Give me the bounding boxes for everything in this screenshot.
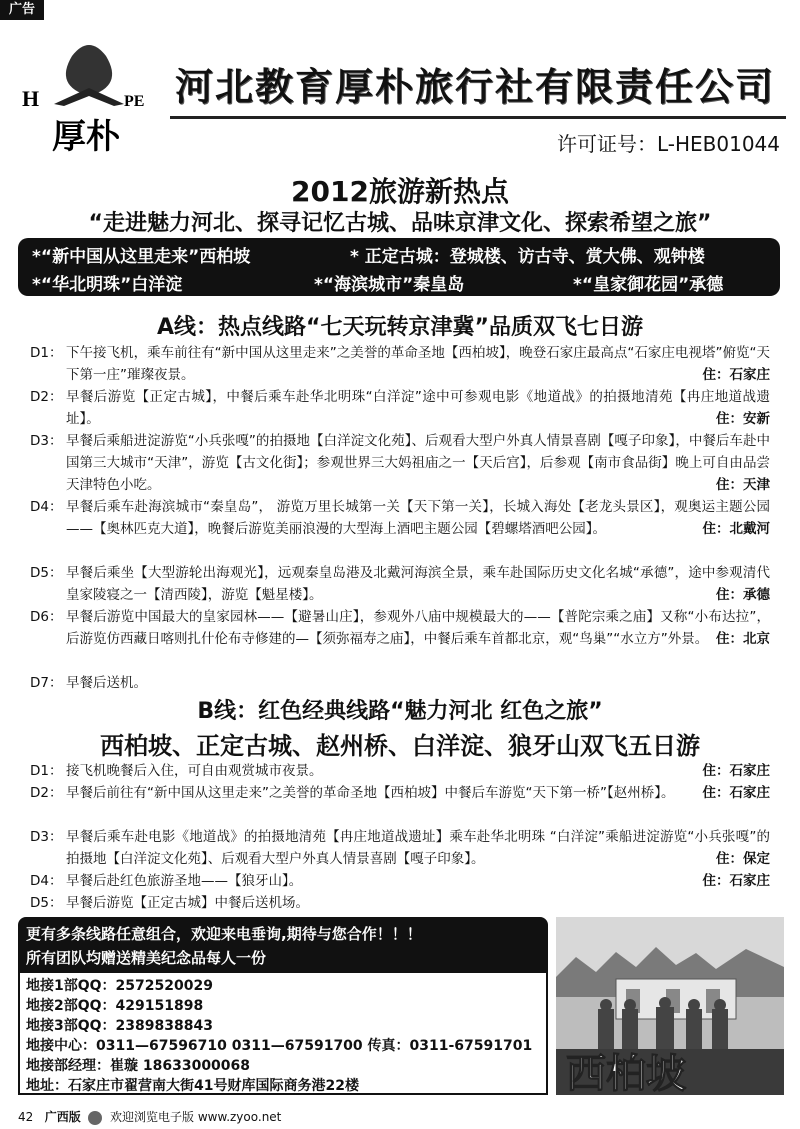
highlights-box — [18, 238, 780, 296]
line-b-title: B线：红色经典线路“魅力河北 红色之旅” — [197, 699, 603, 724]
contact-qq-2: 地接2部QQ：429151898 — [26, 998, 204, 1014]
highlight-item: *“华北明珠”白洋淀 — [32, 275, 183, 295]
magazine-icon — [88, 1111, 102, 1125]
highlight-item: *“海滨城市”秦皇岛 — [314, 275, 465, 295]
itinerary-day: D6： 早餐后游览中国最大的皇家园林——【避暑山庄】，参观外八庙中规模最大的——【普陀宗乘之庙】又称“小布达拉”， 后游览仿西藏日喀则扎什伦布寺修建的—【须弥福寿之庙】，中餐后乘车首都北京，观“鸟巢”“水立方”外景。 住：北京 — [30, 606, 770, 650]
contact-qq-1: 地接1部QQ：2572520029 — [26, 978, 213, 994]
contact-address: 地址：石家庄市翟营南大街41号财库国际商务港22楼 — [26, 1078, 359, 1094]
slogan: “走进魅力河北、探寻记忆古城、品味京津文化、探索希望之旅” — [88, 211, 712, 236]
footer — [18, 1108, 281, 1125]
contact-header: 更有多条线路任意组合，欢迎来电垂询,期待与您合作！！！ 所有团队均赠送精美纪念品每人一份 — [18, 917, 548, 971]
itinerary-day: D1： 接飞机晚餐后入住，可自由观赏城市夜景。 住：石家庄 — [30, 760, 770, 782]
line-b-subtitle: 西柏坡、正定古城、赵州桥、白洋淀、狼牙山双飞五日游 — [100, 732, 700, 760]
itinerary-day: D3： 早餐后乘船进淀游览“小兵张嘎”的拍摄地【白洋淀文化苑】、后观看大型户外真人情景喜剧【嘎子印象】，中餐后车赴中国第三大城市“天津”，游览【古文化街】；参观世界三大妈祖庙之一【天后宫】，后参观【南市食品街】晚上可自由品尝天津特色小吃。 住：天津 — [30, 430, 770, 496]
itinerary-day: D1： 下午接飞机，乘车前往有“新中国从这里走来”之美誉的革命圣地【西柏坡】，晚登石家庄最高点“石家庄电视塔”俯览“天下第一庄”璀璨夜景。 住：石家庄 — [30, 342, 770, 386]
itinerary-day: D4： 早餐后乘车赴海滨城市“秦皇岛”， 游览万里长城第一关【天下第一关】，长城入海处【老龙头景区】，观奥运主题公园——【奥林匹克大道】，晚餐后游览美丽浪漫的大型海上酒吧主题公园【碧螺塔酒吧公园】。 住：北戴河 — [30, 496, 770, 540]
ad-tag: 广告 — [0, 0, 44, 20]
itinerary-day: D2： 早餐后前往有“新中国从这里走来”之美誉的革命圣地【西柏坡】中餐后车游览“天下第一桥”【赵州桥】。 住：石家庄 — [30, 782, 770, 804]
highlight-item: * 正定古城：登城楼、访古寺、赏大佛、观钟楼 — [350, 247, 705, 267]
itinerary-day: D2： 早餐后游览【正定古城】，中餐后乘车赴华北明珠“白洋淀”途中可参观电影《地道战》的拍摄地清苑【冉庄地道战遗址】。 住：安新 — [30, 386, 770, 430]
contact-details — [18, 971, 548, 1095]
company-name: 河北教育厚朴旅行社有限责任公司 — [175, 65, 776, 109]
line-a-title: A线：热点线路“七天玩转京津冀”品质双飞七日游 — [157, 315, 643, 340]
itinerary-day: D4： 早餐后赴红色旅游圣地——【狼牙山】。 住：石家庄 — [30, 870, 770, 892]
itinerary-day: D3： 早餐后乘车赴电影《地道战》的拍摄地清苑【冉庄地道战遗址】乘车赴华北明珠 “白洋淀”乘船进淀游览“小兵张嘎”的拍摄地【白洋淀文化苑】、后观看大型户外真人情景喜剧【嘎子印象】。 住：保定 — [30, 826, 770, 870]
page-number: 42 — [18, 1110, 34, 1124]
logo-name: 厚朴 — [52, 117, 120, 156]
itinerary-day: D5： 早餐后游览【正定古城】中餐后送机场。 — [30, 895, 309, 911]
contact-qq-3: 地接3部QQ：2389838843 — [26, 1018, 213, 1034]
edition-label: 广西版 — [44, 1110, 81, 1124]
logo-pe: PE — [124, 93, 145, 110]
company-logo — [14, 26, 164, 156]
highlight-item: *“皇家御花园”承德 — [573, 275, 724, 295]
xibaipo-photo — [556, 917, 784, 1095]
headline: 2012旅游新热点 — [291, 175, 509, 208]
contact-manager: 地接部经理：崔璇 18633000068 — [26, 1058, 251, 1074]
itinerary-day: D7： 早餐后送机。 — [30, 675, 147, 691]
logo-h: H — [22, 86, 40, 111]
divider — [170, 116, 786, 119]
highlight-item: *“新中国从这里走来”西柏坡 — [32, 247, 251, 267]
contact-phone: 地接中心：0311—67596710 0311—67591700 传真：0311-67591701 — [26, 1038, 533, 1054]
itinerary-day: D5： 早餐后乘坐【大型游轮出海观光】，远观秦皇岛港及北戴河海滨全景，乘车赴国际历史文化名城“承德”，途中参观清代皇家陵寝之一【清西陵】，游览【魁星楼】。 住：承德 — [30, 562, 770, 606]
website-text: 欢迎浏览电子版 www.zyoo.net — [110, 1110, 282, 1124]
photo-caption: 西柏坡 — [566, 1051, 686, 1095]
license-number: 许可证号：L-HEB01044 — [556, 132, 780, 156]
